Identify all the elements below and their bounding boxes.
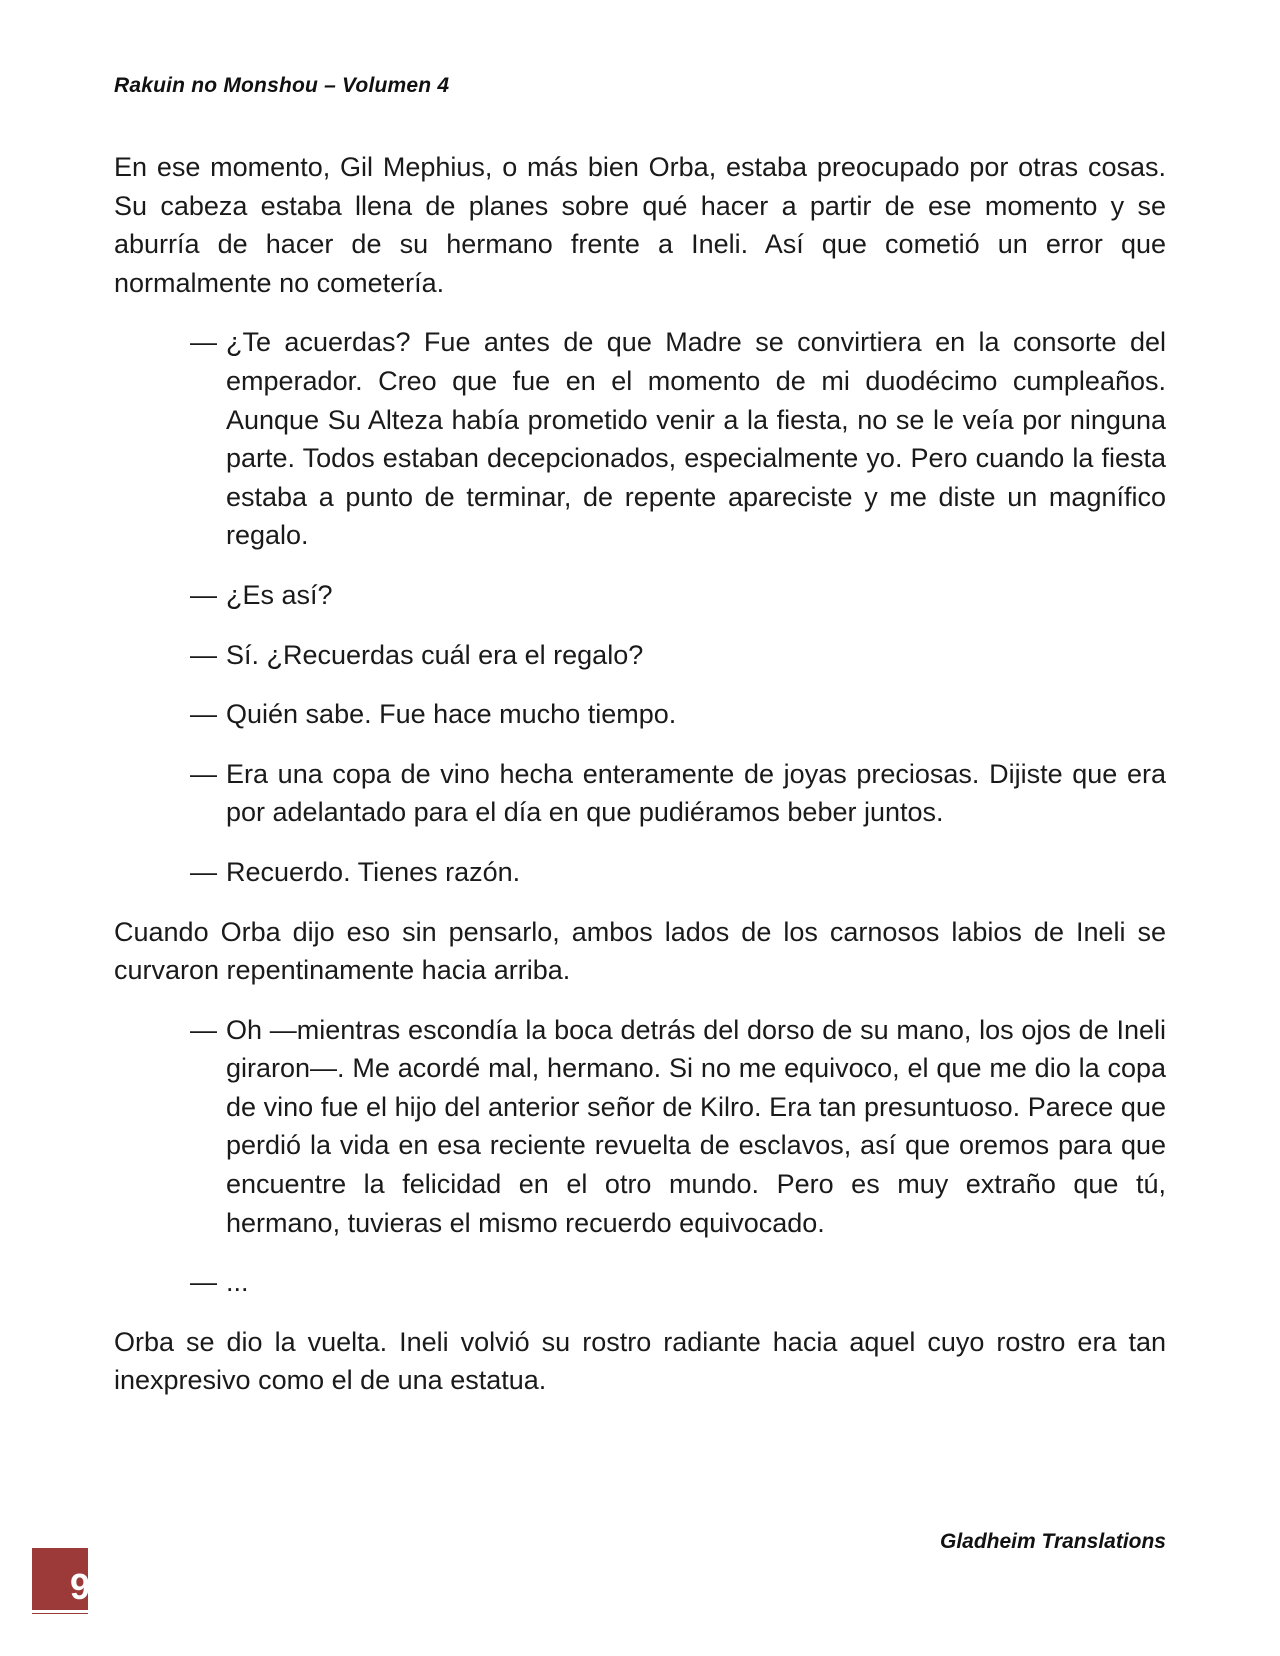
dialogue-text: Oh —mientras escondía la boca detrás del dorso de su mano, los ojos de Ineli giraron—. Me acordé mal, hermano. Si no me equivoco, el que me dio la copa de vino fue el hijo del anterior señor de Kilro. Era tan presuntuoso. Parece que perdió la vida en esa reciente revuelta de esclavos, así que oremos para que encuentre la felicidad en el otro mundo. Pero es muy extraño que tú, hermano, tuvieras el mismo recuerdo equivocado. — [226, 1014, 1166, 1238]
dialogue-dash: — — [190, 639, 217, 670]
dialogue-dash: — — [190, 327, 217, 358]
dialogue-line — [190, 636, 1166, 675]
body-text — [114, 148, 1166, 1421]
dialogue-line — [190, 695, 1166, 734]
page-number: 9 — [70, 1566, 91, 1607]
dialogue-text: ¿Te acuerdas? Fue antes de que Madre se convirtiera en la consorte del emperador. Creo que fue en el momento de mi duodécimo cumpleaños. Aunque Su Alteza había prometido venir a la fiesta, no se le veía por ninguna parte. Todos estaban decepcionados, especialmente yo. Pero cuando la fiesta estaba a punto de terminar, de repente apareciste y me diste un magnífico regalo. — [226, 327, 1166, 551]
dialogue-text: Sí. ¿Recuerdas cuál era el regalo? — [226, 639, 644, 670]
dialogue-line — [190, 853, 1166, 892]
dialogue-text: Era una copa de vino hecha enteramente de joyas preciosas. Dijiste que era por adelantado para el día en que pudiéramos beber juntos. — [226, 758, 1166, 828]
dialogue-dash: — — [190, 1267, 217, 1298]
page-number-box — [32, 1548, 91, 1614]
dialogue-text: Quién sabe. Fue hace mucho tiempo. — [226, 699, 677, 730]
running-header: Rakuin no Monshou – Volumen 4 — [114, 74, 450, 97]
footer-credit: Gladheim Translations — [939, 1530, 1166, 1553]
dialogue-text: ... — [226, 1267, 249, 1298]
dialogue-line — [190, 323, 1166, 555]
dialogue-dash: — — [190, 579, 217, 610]
dialogue-line — [190, 1263, 1166, 1302]
dialogue-text: Recuerdo. Tienes razón. — [226, 856, 521, 887]
dialogue-dash: — — [190, 699, 217, 730]
dialogue-dash: — — [190, 758, 217, 789]
dialogue-dash: — — [190, 856, 217, 887]
paragraph: En ese momento, Gil Mephius, o más bien Orba, estaba preocupado por otras cosas. Su cabeza estaba llena de planes sobre qué hacer a partir de ese momento y se aburría de hacer de su hermano frente a Ineli. Así que cometió un error que normalmente no cometería. — [114, 152, 1166, 298]
dialogue-line — [190, 1011, 1166, 1243]
dialogue-dash: — — [190, 1014, 217, 1045]
paragraph: Cuando Orba dijo eso sin pensarlo, ambos lados de los carnosos labios de Ineli se curvaron repentinamente hacia arriba. — [114, 916, 1166, 986]
paragraph: Orba se dio la vuelta. Ineli volvió su rostro radiante hacia aquel cuyo rostro era tan inexpresivo como el de una estatua. — [114, 1326, 1166, 1396]
dialogue-line — [190, 755, 1166, 832]
page-number-underline — [32, 1610, 88, 1613]
dialogue-text: ¿Es así? — [226, 579, 333, 610]
dialogue-line — [190, 576, 1166, 615]
